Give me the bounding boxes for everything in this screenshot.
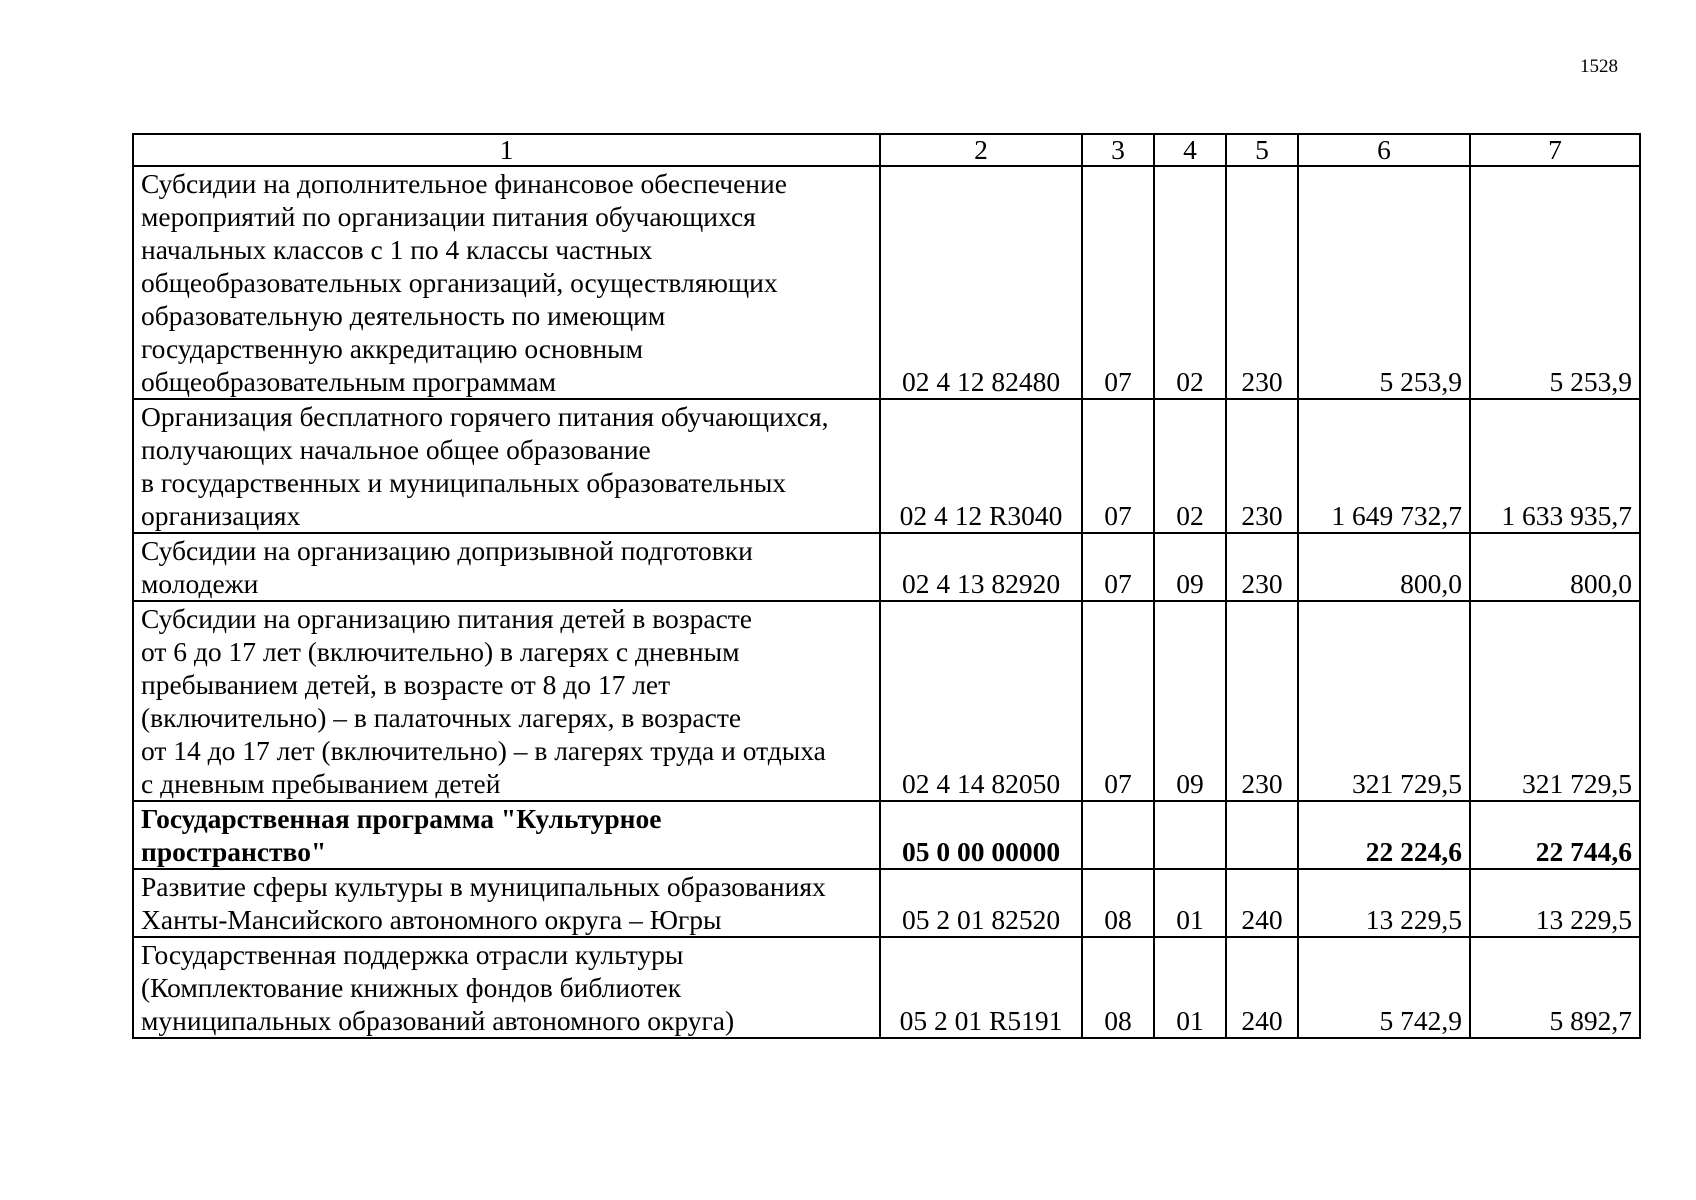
table-row (133, 399, 1640, 533)
row-name-line: организациях (141, 500, 301, 531)
header-cell-4: 4 (1154, 134, 1226, 166)
row-name-line: Субсидии на дополнительное финансовое обеспечение (141, 168, 787, 199)
row-name-line: мероприятий по организации питания обучающихся (141, 201, 756, 232)
row-subsection: 01 (1154, 937, 1226, 1038)
row-amount-col6: 5 742,9 (1298, 937, 1470, 1038)
row-expense-type: 230 (1226, 601, 1298, 801)
row-amount-col6: 13 229,5 (1298, 869, 1470, 937)
row-code: 05 2 01 R5191 (880, 937, 1082, 1038)
row-name-line: муниципальных образований автономного округа) (141, 1005, 735, 1036)
row-name (133, 166, 880, 399)
table-body (133, 134, 1640, 1038)
row-amount-col7: 1 633 935,7 (1470, 399, 1640, 533)
row-name-line: Развитие сферы культуры в муниципальных образованиях (141, 871, 826, 902)
row-amount-col7: 5 892,7 (1470, 937, 1640, 1038)
row-name-line: начальных классов с 1 по 4 классы частных (141, 234, 653, 265)
header-cell-6: 6 (1298, 134, 1470, 166)
row-section: 07 (1082, 399, 1154, 533)
row-section: 07 (1082, 601, 1154, 801)
row-section: 08 (1082, 869, 1154, 937)
row-expense-type: 240 (1226, 937, 1298, 1038)
row-name-line: в государственных и муниципальных образовательных (141, 467, 787, 498)
table-row (133, 937, 1640, 1038)
row-code: 02 4 12 R3040 (880, 399, 1082, 533)
row-name-line: с дневным пребыванием детей (141, 768, 501, 799)
budget-table (132, 133, 1641, 1039)
row-section: 08 (1082, 937, 1154, 1038)
row-expense-type (1226, 801, 1298, 869)
row-amount-col7: 321 729,5 (1470, 601, 1640, 801)
table-row (133, 533, 1640, 601)
row-amount-col7: 13 229,5 (1470, 869, 1640, 937)
row-amount-col6: 800,0 (1298, 533, 1470, 601)
row-subsection: 02 (1154, 399, 1226, 533)
row-subsection: 09 (1154, 533, 1226, 601)
row-name-line: Государственная поддержка отрасли культуры (141, 939, 684, 970)
row-code: 05 2 01 82520 (880, 869, 1082, 937)
row-expense-type: 230 (1226, 533, 1298, 601)
header-cell-3: 3 (1082, 134, 1154, 166)
row-name-line: получающих начальное общее образование (141, 434, 651, 465)
row-expense-type: 240 (1226, 869, 1298, 937)
row-amount-col7: 22 744,6 (1470, 801, 1640, 869)
row-section: 07 (1082, 533, 1154, 601)
row-name (133, 937, 880, 1038)
row-expense-type: 230 (1226, 399, 1298, 533)
header-cell-1: 1 (133, 134, 880, 166)
row-name-line: Субсидии на организацию допризывной подготовки (141, 535, 753, 566)
page-number: 1528 (1580, 56, 1618, 77)
row-name-line: пребыванием детей, в возрасте от 8 до 17 лет (141, 669, 671, 700)
row-amount-col7: 5 253,9 (1470, 166, 1640, 399)
table-row (133, 166, 1640, 399)
row-name-line: государственную аккредитацию основным (141, 333, 644, 364)
row-subsection (1154, 801, 1226, 869)
row-name (133, 399, 880, 533)
table-row (133, 801, 1640, 869)
row-name-line: Субсидии на организацию питания детей в возрасте (141, 603, 753, 634)
row-name-line: пространство" (141, 836, 327, 867)
row-section (1082, 801, 1154, 869)
row-section: 07 (1082, 166, 1154, 399)
table-row (133, 869, 1640, 937)
row-name-line: Организация бесплатного горячего питания обучающихся, (141, 401, 829, 432)
row-name (133, 869, 880, 937)
row-amount-col7: 800,0 (1470, 533, 1640, 601)
row-amount-col6: 1 649 732,7 (1298, 399, 1470, 533)
row-code: 05 0 00 00000 (880, 801, 1082, 869)
row-subsection: 09 (1154, 601, 1226, 801)
row-name-line: от 14 до 17 лет (включительно) – в лагерях труда и отдыха (141, 735, 826, 766)
row-name-line: образовательную деятельность по имеющим (141, 300, 666, 331)
row-amount-col6: 321 729,5 (1298, 601, 1470, 801)
row-code: 02 4 13 82920 (880, 533, 1082, 601)
row-name-line: Ханты-Мансийского автономного округа – Югры (141, 904, 722, 935)
row-name-line: молодежи (141, 568, 259, 599)
row-name-line: от 6 до 17 лет (включительно) в лагерях с дневным (141, 636, 740, 667)
row-name (133, 533, 880, 601)
row-code: 02 4 12 82480 (880, 166, 1082, 399)
header-row (133, 134, 1640, 166)
row-code: 02 4 14 82050 (880, 601, 1082, 801)
header-cell-5: 5 (1226, 134, 1298, 166)
row-expense-type: 230 (1226, 166, 1298, 399)
row-name-line: (Комплектование книжных фондов библиотек (141, 972, 682, 1003)
table-row (133, 601, 1640, 801)
header-cell-7: 7 (1470, 134, 1640, 166)
row-amount-col6: 22 224,6 (1298, 801, 1470, 869)
row-name-line: общеобразовательных организаций, осуществляющих (141, 267, 778, 298)
row-name-line: Государственная программа "Культурное (141, 803, 662, 834)
row-name (133, 801, 880, 869)
row-name-line: (включительно) – в палаточных лагерях, в возрасте (141, 702, 742, 733)
row-subsection: 02 (1154, 166, 1226, 399)
row-amount-col6: 5 253,9 (1298, 166, 1470, 399)
row-name-line: общеобразовательным программам (141, 366, 557, 397)
header-cell-2: 2 (880, 134, 1082, 166)
row-subsection: 01 (1154, 869, 1226, 937)
row-name (133, 601, 880, 801)
